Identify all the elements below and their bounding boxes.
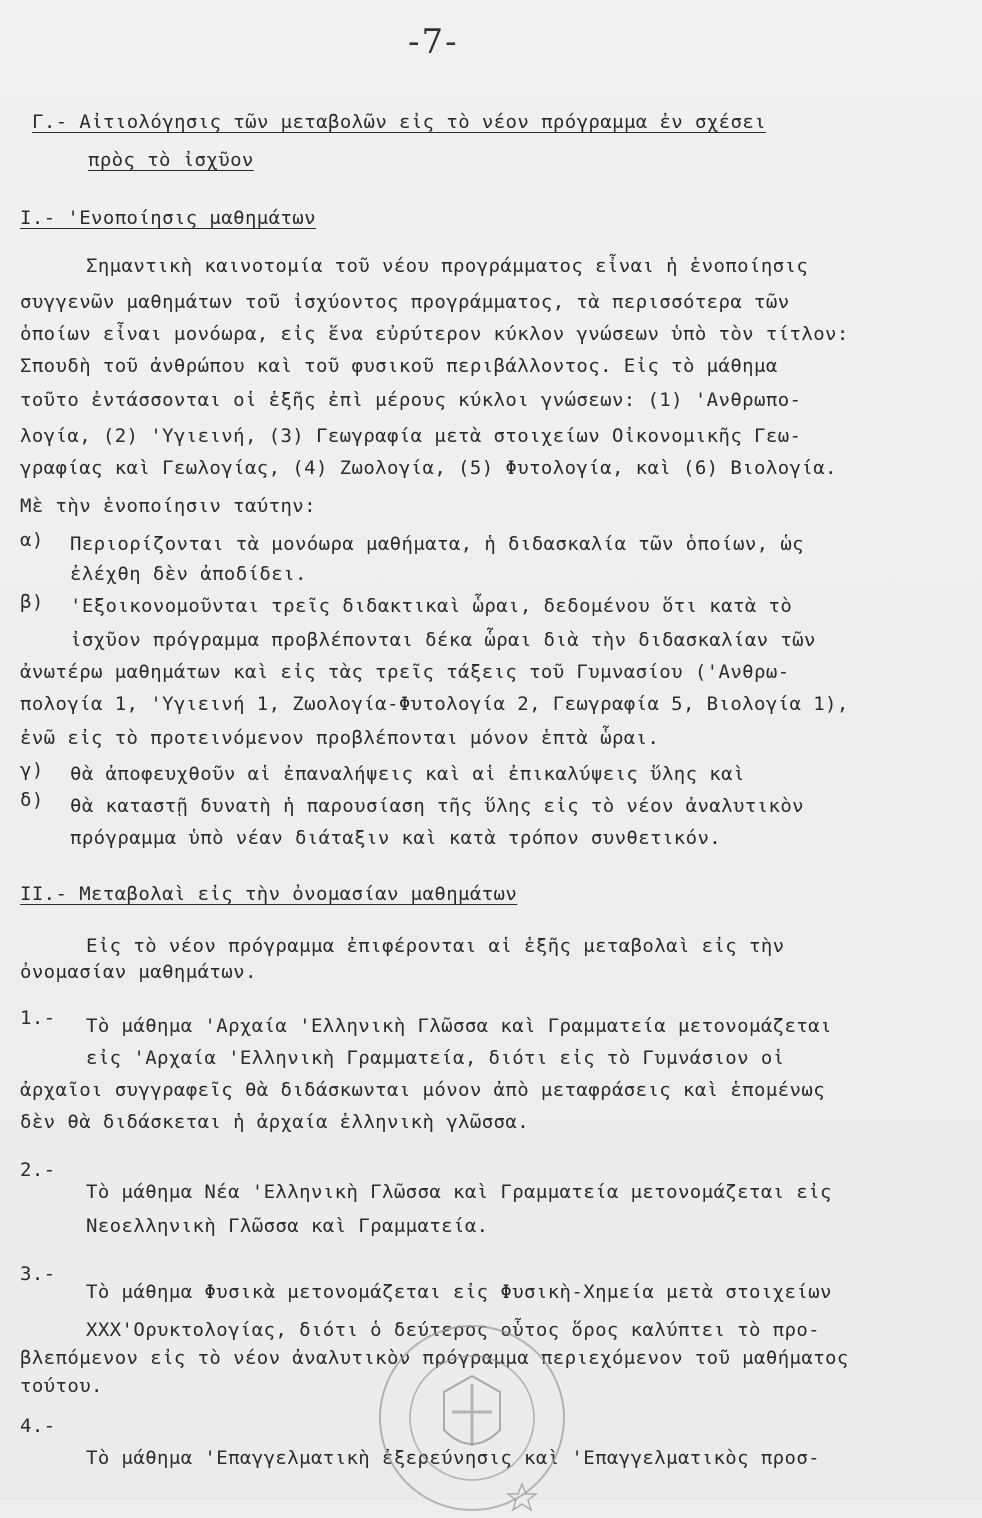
list-item-line: Τὸ μάθημα Φυσικὰ μετονομάζεται εἰς Φυσικὴ-Χημεία μετὰ στοιχείων (86, 1281, 832, 1303)
list-item-line: πολογία 1, 'Υγιεινή 1, Ζωολογία-Φυτολογία 2, Γεωγραφία 5, Βιολογία 1), (20, 693, 849, 715)
part1-heading: I.- 'Ενοποίησις μαθημάτων (20, 207, 316, 229)
part2-heading: II.- Μεταβολαὶ εἰς τὴν ὀνομασίαν μαθημάτων (20, 883, 518, 905)
list-marker: 3.- (20, 1263, 56, 1285)
part1-line: ὁποίων εἶναι μονόωρα, εἰς ἕνα εὐρύτερον κύκλον γνώσεων ὑπὸ τὸν τίτλον: (20, 323, 849, 345)
official-stamp-seal (372, 1318, 572, 1518)
list-item-line: Νεοελληνικὴ Γλῶσσα καὶ Γραμματεία. (86, 1215, 489, 1237)
list-item-line: ἐνῶ εἰς τὸ προτεινόμενον προβλέπονται μόνον ἑπτὰ ὧραι. (20, 727, 660, 749)
part1-line: Μὲ τὴν ἑνοποίησιν ταύτην: (20, 495, 316, 517)
list-item-line: ἀνωτέρω μαθημάτων καὶ εἰς τὰς τρεῖς τάξεις τοῦ Γυμνασίου ('Ανθρω- (20, 661, 790, 683)
list-marker: 1.- (20, 1007, 56, 1029)
list-item-line: πρόγραμμα ὑπὸ νέαν διάταξιν καὶ κατὰ τρόπον συνθετικόν. (70, 827, 722, 849)
list-item-line: εἰς 'Αρχαία 'Ελληνικὴ Γραμματεία, διότι εἰς τὸ Γυμνάσιον οἱ (86, 1047, 785, 1069)
list-item-line: βλεπόμενον εἰς τὸ νέον ἀναλυτικὸν πρόγραμμα περιεχόμενον τοῦ μαθήματος (20, 1347, 849, 1369)
section-title-line-1: Γ.- Αἰτιολόγησις τῶν μεταβολῶν εἰς τὸ νέον πρόγραμμα ἐν σχέσει (32, 111, 767, 133)
page-number: -7- (408, 22, 459, 62)
list-marker: γ) (20, 759, 44, 781)
list-item-line: ἐλέχθη δὲν ἀποδίδει. (70, 563, 307, 585)
list-item-line: Τὸ μάθημα 'Επαγγελματικὴ ἐξερεύνησις καὶ 'Επαγγελματικὸς προσ- (86, 1447, 821, 1469)
list-marker: 2.- (20, 1159, 56, 1181)
section-title-line-2: πρὸς τὸ ἰσχῦον (88, 149, 254, 171)
part2-intro-line: Εἰς τὸ νέον πρόγραμμα ἐπιφέρονται αἱ ἑξῆς μεταβολαὶ εἰς τὴν (86, 935, 785, 957)
list-item-line: τούτου. (20, 1375, 103, 1397)
part1-line: συγγενῶν μαθημάτων τοῦ ἰσχύοντος προγράμματος, τὰ περισσότερα τῶν (20, 291, 790, 313)
list-marker: β) (20, 591, 44, 613)
list-marker: α) (20, 529, 44, 551)
list-item-line: ἰσχῦον πρόγραμμα προβλέπονται δέκα ὧραι διὰ τὴν διδασκαλίαν τῶν (70, 629, 816, 651)
list-item-line: 'Εξοικονομοῦνται τρεῖς διδακτικαὶ ὧραι, δεδομένου ὅτι κατὰ τὸ (70, 595, 793, 617)
part1-line: Σημαντικὴ καινοτομία τοῦ νέου προγράμματος εἶναι ἡ ἑνοποίησις (86, 255, 809, 277)
list-item-line: Τὸ μάθημα 'Αρχαία 'Ελληνικὴ Γλῶσσα καὶ Γραμματεία μετονομάζεται (86, 1015, 832, 1037)
list-item-line: θὰ καταστῇ δυνατὴ ἡ παρουσίαση τῆς ὕλης εἰς τὸ νέον ἀναλυτικὸν (70, 795, 805, 817)
part1-line: τοῦτο ἐντάσσονται οἱ ἑξῆς ἐπὶ μέρους κύκλοι γνώσεων: (1) 'Ανθρωπο- (20, 389, 802, 411)
list-item-line: Περιορίζονται τὰ μονόωρα μαθήματα, ἡ διδασκαλία τῶν ὁποίων, ὡς (70, 533, 805, 555)
list-item-line: ἀρχαῖοι συγγραφεῖς θὰ διδάσκωνται μόνον ἀπὸ μεταφράσεις καὶ ἑπομένως (20, 1079, 826, 1101)
list-item-line: Τὸ μάθημα Νέα 'Ελληνικὴ Γλῶσσα καὶ Γραμματεία μετονομάζεται εἰς (86, 1181, 832, 1203)
list-item-line: ΧΧΧ'Ορυκτολογίας, διότι ὁ δεύτερος οὗτος ὅρος καλύπτει τὸ προ- (86, 1319, 821, 1341)
part2-intro-line: ὀνομασίαν μαθημάτων. (20, 961, 257, 983)
part1-line: Σπουδὴ τοῦ ἀνθρώπου καὶ τοῦ φυσικοῦ περιβάλλοντος. Εἰς τὸ μάθημα (20, 355, 778, 377)
part1-line: γραφίας καὶ Γεωλογίας, (4) Ζωολογία, (5) Φυτολογία, καὶ (6) Βιολογία. (20, 457, 837, 479)
list-marker: δ) (20, 789, 44, 811)
list-marker: 4.- (20, 1415, 56, 1437)
list-item-line: δὲν θὰ διδάσκεται ἡ ἀρχαία ἑλληνικὴ γλῶσσα. (20, 1111, 530, 1133)
part1-line: λογία, (2) 'Υγιεινή, (3) Γεωγραφία μετὰ στοιχείων Οἰκονομικῆς Γεω- (20, 425, 802, 447)
list-item-line: θὰ ἀποφευχθοῦν αἱ ἐπαναλήψεις καὶ αἱ ἐπικαλύψεις ὕλης καὶ (70, 763, 745, 785)
